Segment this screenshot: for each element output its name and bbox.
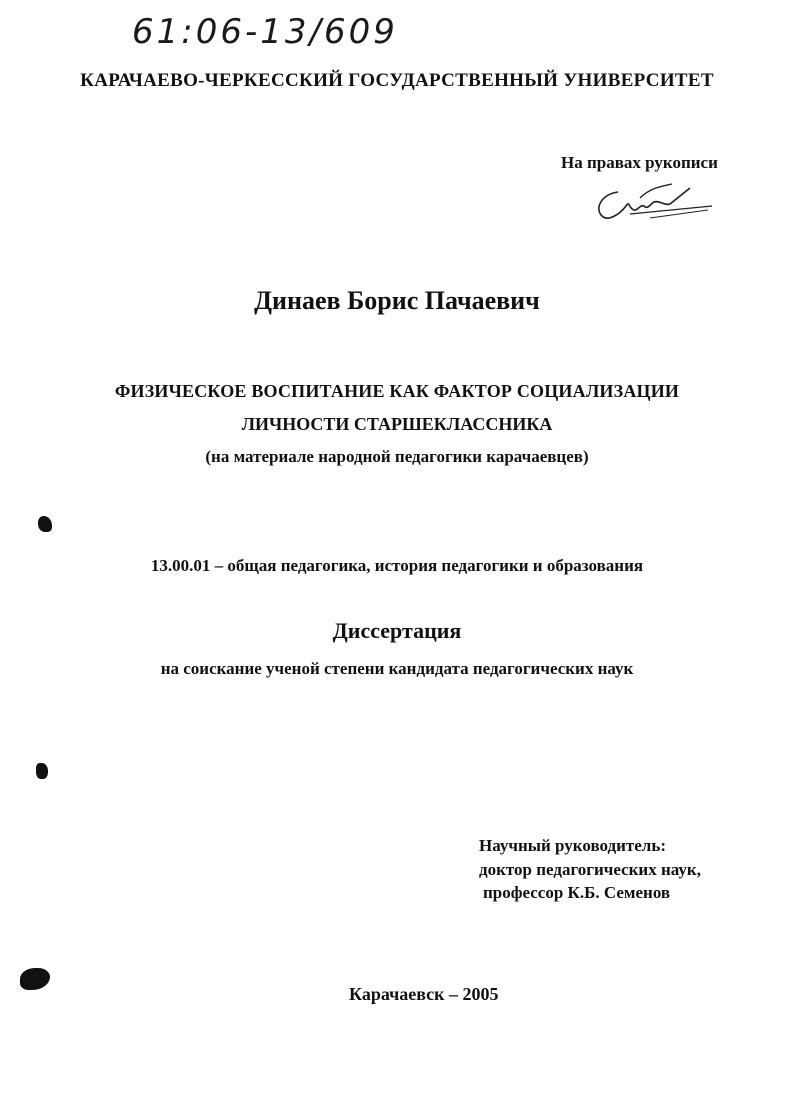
supervisor-degree: доктор педагогических наук,: [479, 860, 701, 879]
title-subtitle: (на материале народной педагогики карачаевцев): [205, 447, 589, 466]
place-year: Карачаевск – 2005: [349, 984, 499, 1004]
degree-line: на соискание ученой степени кандидата педагогических наук: [160, 659, 634, 678]
author-name: Динаев Борис Пачаевич: [254, 286, 540, 315]
scan-speck: [36, 763, 48, 779]
archive-code: 61:06-13/609: [132, 12, 398, 52]
scan-speck: [38, 516, 52, 532]
signature-scribble: [590, 178, 720, 226]
title-line-1: ФИЗИЧЕСКОЕ ВОСПИТАНИЕ КАК ФАКТОР СОЦИАЛИЗАЦИИ: [114, 381, 680, 401]
scan-speck: [20, 968, 50, 990]
supervisor-name: профессор К.Б. Семенов: [483, 883, 671, 902]
work-type: Диссертация: [332, 618, 462, 643]
manuscript-rights: На правах рукописи: [561, 153, 718, 172]
specialty-code: 13.00.01 – общая педагогика, история педагогики и образования: [150, 556, 644, 575]
supervisor-label: Научный руководитель:: [479, 836, 666, 855]
university-name: КАРАЧАЕВО-ЧЕРКЕССКИЙ ГОСУДАРСТВЕННЫЙ УНИВЕРСИТЕТ: [80, 70, 714, 91]
title-line-2: ЛИЧНОСТИ СТАРШЕКЛАССНИКА: [241, 414, 553, 434]
